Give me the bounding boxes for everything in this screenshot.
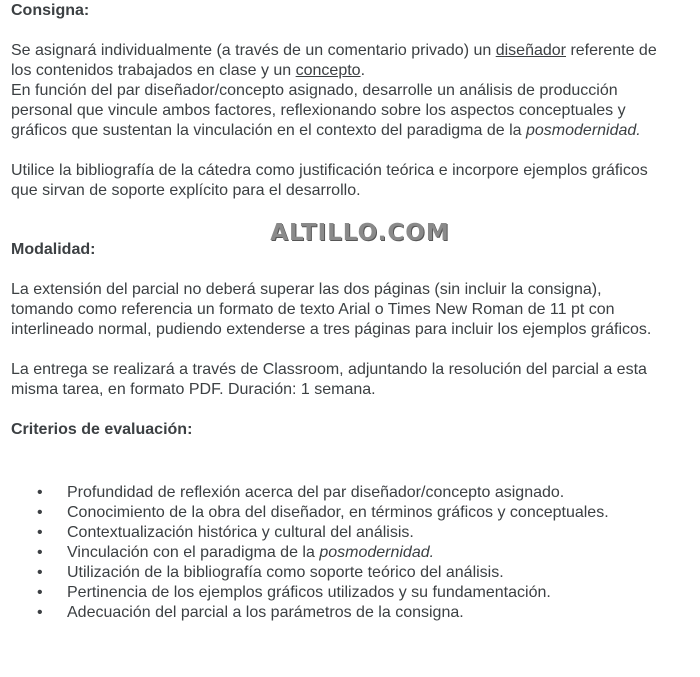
list-item: • Adecuación del parcial a los parámetros de la consigna. — [11, 603, 691, 623]
posmodernidad-emphasis: posmodernidad. — [526, 122, 641, 139]
concept-link[interactable]: concepto — [295, 62, 361, 79]
designer-link[interactable]: diseñador — [495, 42, 566, 59]
criterios-heading: Criterios de evaluación: — [11, 421, 193, 438]
modalidad-heading: Modalidad: — [11, 241, 96, 258]
criterios-list — [11, 483, 691, 623]
modalidad-paragraph-1: La extensión del parcial no deberá superar las dos páginas (sin incluir la consigna), tomando como referencia un formato de texto Arial o Times New Roman de 11 pt con interlineado normal, pudiendo extenderse a tres páginas para incluir los ejemplos gráficos. — [11, 281, 652, 338]
consigna-paragraph-1: Se asignará individualmente (a través de un comentario privado) un diseñador referente de los contenidos trabajados en clase y un concepto. — [11, 42, 657, 79]
list-item: • Profundidad de reflexión acerca del par diseñador/concepto asignado. — [11, 483, 691, 503]
list-item: • Utilización de la bibliografía como soporte teórico del análisis. — [11, 563, 691, 583]
consigna-heading: Consigna: — [11, 2, 90, 19]
list-item: • Conocimiento de la obra del diseñador, en términos gráficos y conceptuales. — [11, 503, 691, 523]
document-body — [11, 0, 691, 623]
watermark: ALTILLO.COM — [270, 220, 450, 246]
modalidad-paragraph-2: La entrega se realizará a través de Classroom, adjuntando la resolución del parcial a esta misma tarea, en formato PDF. Duración: 1 semana. — [11, 361, 647, 398]
consigna-paragraph-3: Utilice la bibliografía de la cátedra como justificación teórica e incorpore ejemplos gráficos que sirvan de soporte explícito para el desarrollo. — [11, 162, 648, 199]
list-item: • Vinculación con el paradigma de la posmodernidad. — [11, 543, 691, 563]
list-item: • Pertinencia de los ejemplos gráficos utilizados y su fundamentación. — [11, 583, 691, 603]
list-item: • Contextualización histórica y cultural del análisis. — [11, 523, 691, 543]
consigna-paragraph-2: En función del par diseñador/concepto asignado, desarrolle un análisis de producción personal que vincule ambos factores, reflexionando sobre los aspectos conceptuales y gráficos que sustentan la vinculación en el contexto del paradigma de la posmodernidad. — [11, 82, 641, 139]
